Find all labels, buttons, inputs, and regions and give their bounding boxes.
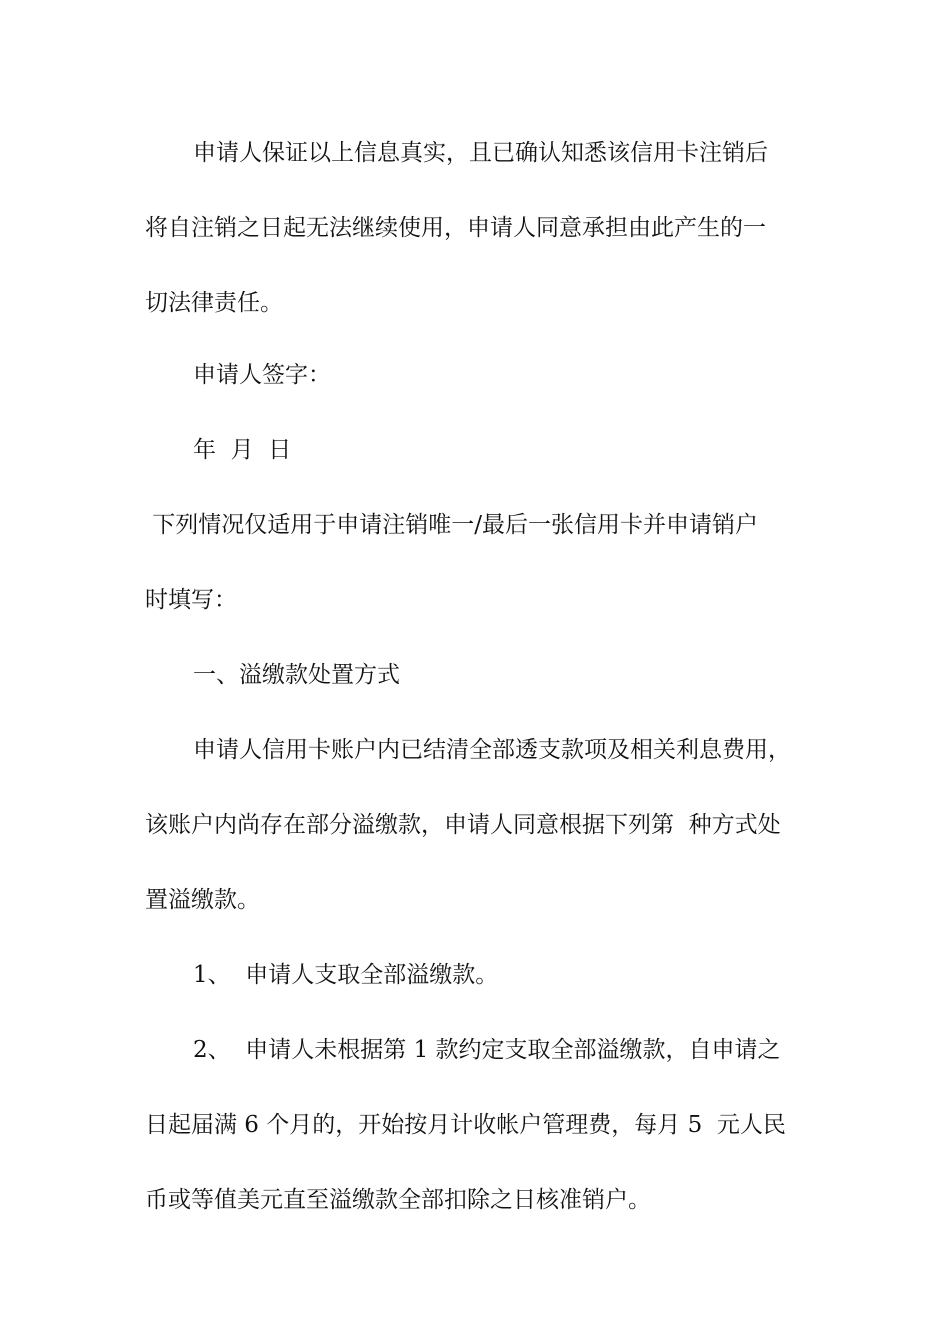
date-placeholder: 年 月 日: [193, 437, 292, 463]
signature-label: 申请人签字：: [193, 362, 331, 388]
text-line: 将自注销之日起无法继续使用，申请人同意承担由此产生的一: [145, 215, 766, 241]
text-line: 下列情况仅适用于申请注销唯一/最后一张信用卡并申请销户: [145, 512, 759, 538]
text-line: 时填写：: [145, 587, 237, 613]
list-item: 2、 申请人未根据第 1 款约定支取全部溢缴款，自申请之: [193, 1037, 781, 1063]
text-line: 申请人信用卡账户内已结清全部透支款项及相关利息费用，: [193, 737, 791, 763]
section-heading: 一、溢缴款处置方式: [193, 662, 400, 688]
text-line: 切法律责任。: [145, 290, 283, 316]
text-line: 日起届满 6 个月的，开始按月计收帐户管理费，每月 5 元人民: [145, 1112, 786, 1138]
text-line: 该账户内尚存在部分溢缴款，申请人同意根据下列第 种方式处: [145, 812, 781, 838]
text-line: 置溢缴款。: [145, 887, 260, 913]
list-item: 1、 申请人支取全部溢缴款。: [193, 962, 499, 988]
text-line: 币或等值美元直至溢缴款全部扣除之日核准销户。: [145, 1187, 651, 1213]
text-line: 申请人保证以上信息真实，且已确认知悉该信用卡注销后: [193, 140, 768, 166]
